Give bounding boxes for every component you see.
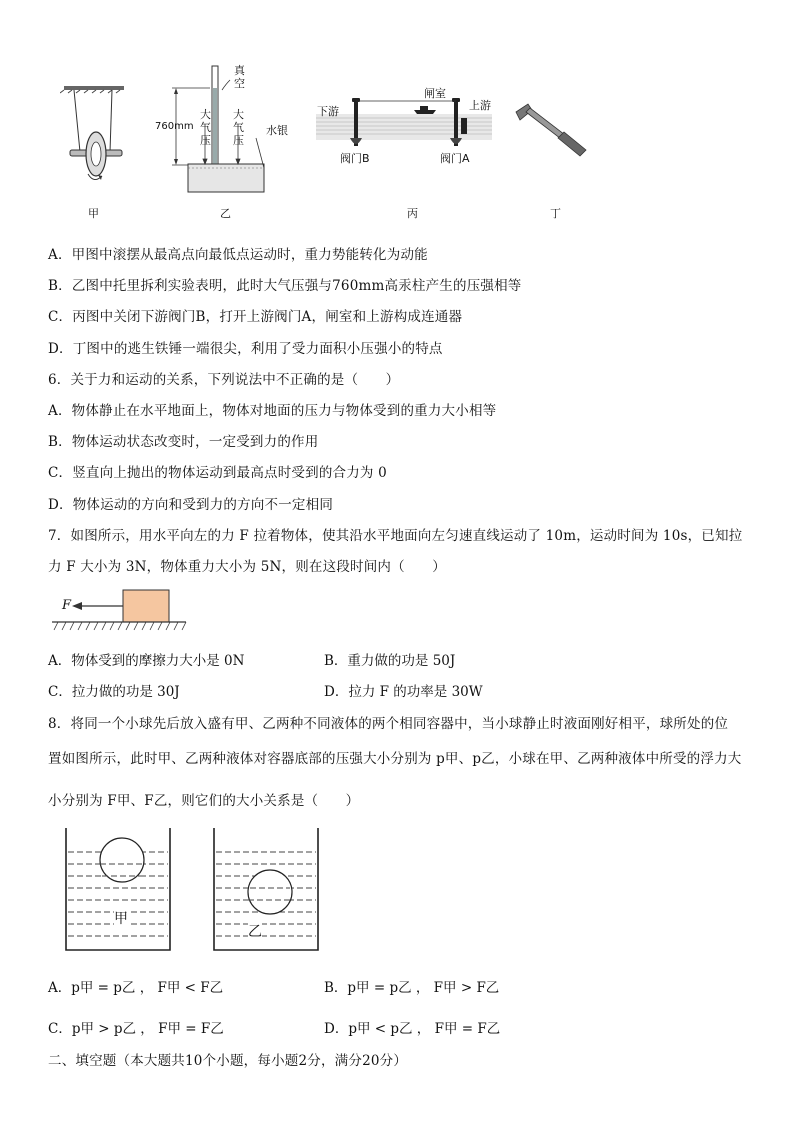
figure-ding-caption: 丁 [550, 207, 561, 220]
q7-force-label: F [62, 598, 72, 613]
q5-option-c: C．丙图中关闭下游阀门B，打开上游阀门A，闸室和上游构成连通器 [48, 309, 463, 325]
chamber-label: 闸室 [424, 87, 446, 100]
valve-a-label: 阀门A [440, 152, 470, 165]
q8-option-a: A．p甲 = p乙 ， F甲 < F乙 [48, 980, 224, 996]
q7-option-d: D．拉力 F 的功率是 30W [324, 684, 483, 700]
atm-pressure-label-left: 大气压 [200, 108, 211, 147]
figure-q7-block-force [52, 586, 188, 634]
container-jia-label: 甲 [114, 908, 128, 928]
q7-stem-line2: 力 F 大小为 3N，物体重力大小为 5N，则在这段时间内（ ） [48, 559, 446, 575]
q5-option-d: D．丁图中的逃生铁锤一端很尖，利用了受力面积小压强小的特点 [48, 341, 443, 357]
q8-stem-line2: 置如图所示，此时甲、乙两种液体对容器底部的压强大小分别为 p甲、p乙，小球在甲、乙两种液体中所受的浮力大 [48, 751, 742, 767]
q7-option-b: B．重力做的功是 50J [324, 653, 456, 669]
height-760mm-label: 760mm [155, 121, 194, 132]
container-yi-label: 乙 [248, 921, 262, 941]
q8-option-c: C．p甲 > p乙 ， F甲 = F乙 [48, 1021, 224, 1037]
q6-option-b: B．物体运动状态改变时，一定受到力的作用 [48, 434, 319, 450]
valve-b-label: 阀门B [340, 152, 370, 165]
figure-jia-caption: 甲 [88, 207, 99, 220]
q8-stem-line1: 8．将同一个小球先后放入盛有甲、乙两种不同液体的两个相同容器中，当小球静止时液面刚好相平，球所处的位 [48, 716, 729, 732]
figure-jia-pendulum [60, 82, 140, 192]
q7-option-c: C．拉力做的功是 30J [48, 684, 180, 700]
q7-option-a: A．物体受到的摩擦力大小是 0N [48, 653, 245, 669]
upstream-label: 上游 [469, 99, 491, 112]
q8-option-b: B．p甲 = p乙 ， F甲 > F乙 [324, 980, 500, 996]
q7-stem-line1: 7．如图所示，用水平向左的力 F 拉着物体，使其沿水平地面向左匀速直线运动了 10m，运动时间为 10s，已知拉 [48, 528, 743, 544]
section-2-heading: 二、填空题（本大题共10个小题，每小题2分，满分20分） [48, 1053, 408, 1069]
q5-option-a: A．甲图中滚摆从最高点向最低点运动时，重力势能转化为动能 [48, 247, 428, 263]
q6-option-c: C．竖直向上抛出的物体运动到最高点时受到的合力为 0 [48, 465, 387, 481]
q6-stem: 6．关于力和运动的关系，下列说法中不正确的是（ ） [48, 372, 400, 388]
figure-q8-container-yi [208, 826, 324, 952]
figure-ding-hammer [510, 96, 590, 162]
figure-q8-container-jia [60, 826, 176, 952]
vacuum-label: 真空 [234, 64, 245, 90]
mercury-label: 水银 [266, 124, 288, 137]
q6-option-d: D．物体运动的方向和受到力的方向不一定相同 [48, 497, 334, 513]
figure-yi-caption: 乙 [220, 207, 231, 220]
downstream-label: 下游 [317, 105, 339, 118]
q8-stem-line3: 小分别为 F甲、F乙，则它们的大小关系是（ ） [48, 793, 360, 809]
q8-option-d: D．p甲 < p乙 ， F甲 = F乙 [324, 1021, 501, 1037]
atm-pressure-label-right: 大气压 [233, 108, 244, 147]
q5-option-b: B．乙图中托里拆利实验表明，此时大气压强与760mm高汞柱产生的压强相等 [48, 278, 522, 294]
figure-bing-caption: 丙 [407, 207, 418, 220]
q6-option-a: A．物体静止在水平地面上，物体对地面的压力与物体受到的重力大小相等 [48, 403, 497, 419]
